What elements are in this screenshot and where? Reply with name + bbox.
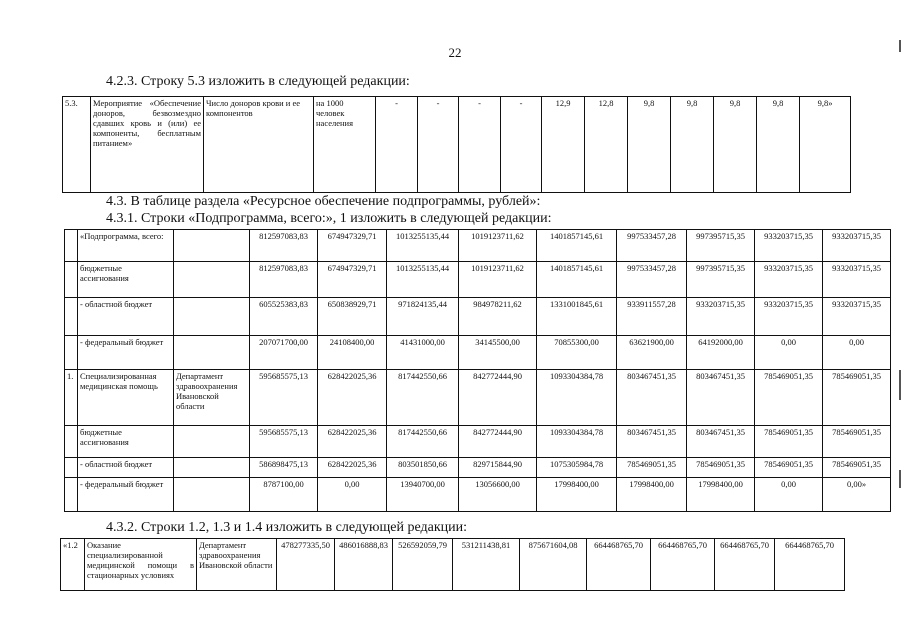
cell-value: 785469051,35 bbox=[823, 426, 891, 458]
scan-mark bbox=[899, 470, 901, 488]
cell-executor bbox=[174, 336, 250, 370]
cell-value: 8787100,00 bbox=[250, 478, 318, 512]
cell-num: «1.2 bbox=[61, 539, 85, 591]
table-row bbox=[65, 458, 891, 478]
cell-value: 674947329,71 bbox=[318, 230, 387, 262]
cell-value: 628422025,36 bbox=[318, 458, 387, 478]
heading-4-3-2: 4.3.2. Строки 1.2, 1.3 и 1.4 изложить в следующей редакции: bbox=[106, 520, 467, 535]
cell-value: 997395715,35 bbox=[687, 262, 755, 298]
cell-value: 526592059,79 bbox=[393, 539, 453, 591]
cell-value: 842772444,90 bbox=[459, 426, 537, 458]
cell-value: 1019123711,62 bbox=[459, 262, 537, 298]
cell-name: - областной бюджет bbox=[78, 458, 174, 478]
cell-value: 933203715,35 bbox=[823, 230, 891, 262]
cell-value: 628422025,36 bbox=[318, 370, 387, 426]
cell-value: 933203715,35 bbox=[755, 262, 823, 298]
cell-value: 829715844,90 bbox=[459, 458, 537, 478]
cell-value: 984978211,62 bbox=[459, 298, 537, 336]
cell-value: 531211438,81 bbox=[453, 539, 520, 591]
cell-value: 664468765,70 bbox=[587, 539, 651, 591]
cell-num: 5.3. bbox=[63, 97, 91, 193]
cell-unit: на 1000 человек населения bbox=[314, 97, 376, 193]
cell-value: 13056600,00 bbox=[459, 478, 537, 512]
table-row bbox=[65, 262, 891, 298]
cell-value: 664468765,70 bbox=[715, 539, 775, 591]
cell-value: 586898475,13 bbox=[250, 458, 318, 478]
cell-value: 12,8 bbox=[585, 97, 628, 193]
cell-value: - bbox=[418, 97, 459, 193]
cell-name: Мероприятие «Обеспечение доноров, безвозмездно сдавших кровь и (или) ее компоненты, бесплатным питанием» bbox=[91, 97, 204, 193]
cell-value: 0,00 bbox=[318, 478, 387, 512]
cell-value: 0,00 bbox=[755, 336, 823, 370]
cell-executor bbox=[174, 230, 250, 262]
cell-value: 1013255135,44 bbox=[387, 262, 459, 298]
table-row-1-2 bbox=[60, 538, 845, 591]
cell-value: 605525383,83 bbox=[250, 298, 318, 336]
cell-value: 650838929,71 bbox=[318, 298, 387, 336]
cell-value: 9,8» bbox=[800, 97, 851, 193]
scan-mark bbox=[899, 370, 901, 400]
cell-num bbox=[65, 336, 78, 370]
cell-value: 785469051,35 bbox=[755, 370, 823, 426]
cell-name: Оказание специализированной медицинской помощи в стационарных условиях bbox=[85, 539, 197, 591]
cell-value: 9,8 bbox=[757, 97, 800, 193]
cell-value: 785469051,35 bbox=[687, 458, 755, 478]
cell-executor bbox=[174, 262, 250, 298]
cell-num bbox=[65, 230, 78, 262]
cell-value: 664468765,70 bbox=[775, 539, 845, 591]
cell-executor bbox=[174, 426, 250, 458]
table-resources bbox=[64, 229, 891, 512]
cell-executor: Департамент здравоохранения Ивановской области bbox=[174, 370, 250, 426]
cell-value: 1019123711,62 bbox=[459, 230, 537, 262]
heading-4-2-3: 4.2.3. Строку 5.3 изложить в следующей редакции: bbox=[106, 74, 410, 89]
cell-value: 12,9 bbox=[542, 97, 585, 193]
cell-value: 785469051,35 bbox=[755, 458, 823, 478]
cell-value: 1093304384,78 bbox=[537, 426, 617, 458]
cell-value: 785469051,35 bbox=[755, 426, 823, 458]
cell-value: 933203715,35 bbox=[823, 298, 891, 336]
cell-value: 1075305984,78 bbox=[537, 458, 617, 478]
cell-value: 817442550,66 bbox=[387, 370, 459, 426]
cell-value: 13940700,00 bbox=[387, 478, 459, 512]
cell-value: 933203715,35 bbox=[755, 230, 823, 262]
cell-value: 1401857145,61 bbox=[537, 262, 617, 298]
cell-value: 17998400,00 bbox=[687, 478, 755, 512]
cell-value: 997533457,28 bbox=[617, 262, 687, 298]
cell-value: 628422025,36 bbox=[318, 426, 387, 458]
table-row bbox=[65, 370, 891, 426]
cell-name: - федеральный бюджет bbox=[78, 478, 174, 512]
cell-value: 933203715,35 bbox=[687, 298, 755, 336]
cell-value: 812597083,83 bbox=[250, 230, 318, 262]
cell-value: 41431000,00 bbox=[387, 336, 459, 370]
cell-value: 785469051,35 bbox=[823, 458, 891, 478]
cell-name: бюджетные ассигнования bbox=[78, 262, 174, 298]
cell-value: 803467451,35 bbox=[617, 370, 687, 426]
table-row bbox=[65, 298, 891, 336]
cell-value: 812597083,83 bbox=[250, 262, 318, 298]
cell-value: 933203715,35 bbox=[755, 298, 823, 336]
cell-value: 0,00 bbox=[755, 478, 823, 512]
cell-value: 1331001845,61 bbox=[537, 298, 617, 336]
cell-value: 803467451,35 bbox=[687, 426, 755, 458]
cell-value: - bbox=[459, 97, 501, 193]
cell-num bbox=[65, 262, 78, 298]
cell-value: 17998400,00 bbox=[537, 478, 617, 512]
cell-value: 9,8 bbox=[671, 97, 714, 193]
scan-mark bbox=[899, 40, 901, 52]
cell-value: 674947329,71 bbox=[318, 262, 387, 298]
cell-value: 9,8 bbox=[628, 97, 671, 193]
cell-value: 34145500,00 bbox=[459, 336, 537, 370]
cell-num bbox=[65, 478, 78, 512]
cell-value: 803501850,66 bbox=[387, 458, 459, 478]
table-row bbox=[65, 426, 891, 458]
cell-name: - федеральный бюджет bbox=[78, 336, 174, 370]
cell-value: 1093304384,78 bbox=[537, 370, 617, 426]
cell-value: 933203715,35 bbox=[823, 262, 891, 298]
cell-name: «Подпрограмма, всего: bbox=[78, 230, 174, 262]
cell-value: 207071700,00 bbox=[250, 336, 318, 370]
cell-value: 9,8 bbox=[714, 97, 757, 193]
cell-executor: Департамент здравоохранения Ивановской области bbox=[197, 539, 277, 591]
cell-value: 595685575,13 bbox=[250, 426, 318, 458]
cell-value: - bbox=[501, 97, 542, 193]
cell-name: Специализированная медицинская помощь bbox=[78, 370, 174, 426]
page-number: 22 bbox=[448, 45, 462, 60]
cell-indicator: Число доноров крови и ее компонентов bbox=[204, 97, 314, 193]
cell-value: 785469051,35 bbox=[617, 458, 687, 478]
cell-value: 486016888,83 bbox=[335, 539, 393, 591]
cell-value: 24108400,00 bbox=[318, 336, 387, 370]
cell-value: 785469051,35 bbox=[823, 370, 891, 426]
cell-executor bbox=[174, 458, 250, 478]
cell-name: бюджетные ассигнования bbox=[78, 426, 174, 458]
cell-value: 803467451,35 bbox=[617, 426, 687, 458]
cell-value: 595685575,13 bbox=[250, 370, 318, 426]
cell-value: 842772444,90 bbox=[459, 370, 537, 426]
cell-name: - областной бюджет bbox=[78, 298, 174, 336]
table-row bbox=[65, 336, 891, 370]
cell-value: 803467451,35 bbox=[687, 370, 755, 426]
heading-4-3-1: 4.3.1. Строки «Подпрограмма, всего:», 1 изложить в следующей редакции: bbox=[106, 211, 552, 226]
cell-value: 971824135,44 bbox=[387, 298, 459, 336]
cell-value: 817442550,66 bbox=[387, 426, 459, 458]
cell-value: 63621900,00 bbox=[617, 336, 687, 370]
cell-value: 70855300,00 bbox=[537, 336, 617, 370]
table-row bbox=[65, 478, 891, 512]
table-row bbox=[65, 230, 891, 262]
cell-value: 664468765,70 bbox=[651, 539, 715, 591]
cell-executor bbox=[174, 298, 250, 336]
resources-body bbox=[65, 230, 891, 512]
cell-value: 997395715,35 bbox=[687, 230, 755, 262]
cell-num bbox=[65, 458, 78, 478]
cell-value: 478277335,50 bbox=[277, 539, 335, 591]
cell-value: 997533457,28 bbox=[617, 230, 687, 262]
cell-value: - bbox=[376, 97, 418, 193]
cell-executor bbox=[174, 478, 250, 512]
heading-4-3: 4.3. В таблице раздела «Ресурсное обеспечение подпрограммы, рублей»: bbox=[106, 194, 541, 209]
cell-num bbox=[65, 426, 78, 458]
cell-num bbox=[65, 298, 78, 336]
cell-num: 1. bbox=[65, 370, 78, 426]
cell-value: 1401857145,61 bbox=[537, 230, 617, 262]
cell-value: 1013255135,44 bbox=[387, 230, 459, 262]
table-row-5-3 bbox=[62, 96, 851, 193]
cell-value: 0,00» bbox=[823, 478, 891, 512]
cell-value: 64192000,00 bbox=[687, 336, 755, 370]
cell-value: 933911557,28 bbox=[617, 298, 687, 336]
cell-value: 17998400,00 bbox=[617, 478, 687, 512]
cell-value: 0,00 bbox=[823, 336, 891, 370]
cell-value: 875671604,08 bbox=[520, 539, 587, 591]
